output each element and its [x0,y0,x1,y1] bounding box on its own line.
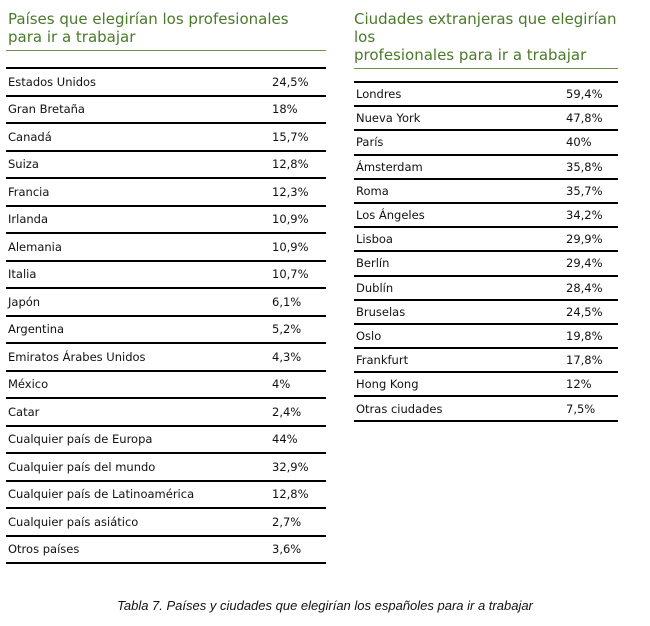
table-row [6,372,326,400]
row-value: 2,4% [272,404,302,419]
countries-rows [6,67,326,564]
table-row [354,180,618,204]
row-label: Suiza [8,157,39,172]
row-label: Estados Unidos [8,74,97,89]
row-label: Alemania [8,239,62,254]
cities-title-line2: profesionales para ir a trabajar [354,46,587,64]
row-value: 5,2% [272,322,302,337]
row-value: 10,9% [272,239,309,254]
row-value: 19,8% [566,328,603,343]
row-value: 10,9% [272,212,309,227]
table-row [354,107,618,131]
row-label: Francia [8,184,50,199]
row-value: 10,7% [272,267,309,282]
row-value: 17,8% [566,353,603,368]
row-value: 47,8% [566,111,603,126]
row-value: 12,3% [272,184,309,199]
row-value: 3,6% [272,542,302,557]
row-label: Cualquier país de Europa [8,432,153,447]
cities-table-title [354,10,618,69]
row-value: 32,9% [272,459,309,474]
table-row [354,83,618,107]
row-label: Ámsterdam [356,159,423,174]
table-row [354,397,618,421]
cities-table [354,10,618,422]
row-label: Los Ángeles [356,208,425,223]
table-row [354,277,618,301]
row-label: Oslo [356,328,382,343]
row-label: Canadá [8,129,52,144]
row-value: 35,8% [566,159,603,174]
row-label: Dublín [356,280,394,295]
row-value: 2,7% [272,514,302,529]
row-value: 4% [272,377,291,392]
row-label: México [8,377,49,392]
table-row [354,228,618,252]
table-caption: Tabla 7. Países y ciudades que elegirían los españoles para ir a trabajar [117,598,533,613]
row-label: Bruselas [356,304,406,319]
row-label: Lisboa [356,232,393,247]
row-value: 12,8% [272,487,309,502]
row-label: Nueva York [356,111,421,126]
table-row [6,482,326,510]
table-row [354,349,618,373]
table-row [6,69,326,97]
row-label: Hong Kong [356,377,419,392]
table-row [6,509,326,537]
table-row [6,344,326,372]
table-row [6,289,326,317]
row-value: 15,7% [272,129,309,144]
row-value: 44% [272,432,298,447]
row-value: 18% [272,102,298,117]
countries-title-line2: para ir a trabajar [8,28,136,46]
cities-rows [354,81,618,422]
table-row [354,301,618,325]
table-row [6,399,326,427]
table-row [6,454,326,482]
row-value: 4,3% [272,349,302,364]
row-label: Japón [8,294,41,309]
row-label: Italia [8,267,37,282]
row-value: 12,8% [272,157,309,172]
table-row [6,262,326,290]
cities-title-line1: Ciudades extranjeras que elegirían los [354,10,617,46]
row-label: Otras ciudades [356,401,443,416]
countries-table [6,10,326,564]
row-value: 29,9% [566,232,603,247]
table-row [6,537,326,565]
table-row [6,179,326,207]
table-row [6,152,326,180]
row-label: Roma [356,183,389,198]
row-label: Londres [356,87,402,102]
row-value: 34,2% [566,208,603,223]
countries-title-line1: Países que elegirían los profesionales [8,10,289,28]
row-value: 7,5% [566,401,596,416]
row-label: Cualquier país de Latinoamérica [8,487,195,502]
table-row [354,373,618,397]
table-row [354,204,618,228]
table-row [6,207,326,235]
row-label: Berlín [356,256,390,271]
row-label: Gran Bretaña [8,102,85,117]
table-row [354,252,618,276]
table-row [6,234,326,262]
row-label: Argentina [8,322,65,337]
table-row [6,427,326,455]
row-value: 12% [566,377,592,392]
row-value: 24,5% [272,74,309,89]
table-row [6,97,326,125]
row-label: Frankfurt [356,353,409,368]
row-label: Irlanda [8,212,48,227]
row-value: 28,4% [566,280,603,295]
row-value: 59,4% [566,87,603,102]
row-label: Cualquier país asiático [8,514,139,529]
row-label: París [356,135,384,150]
table-row [354,156,618,180]
row-value: 29,4% [566,256,603,271]
row-label: Emiratos Árabes Unidos [8,349,146,364]
countries-table-title [6,10,326,51]
row-label: Cualquier país del mundo [8,459,156,474]
table-row [6,124,326,152]
table-row [6,317,326,345]
table-row [354,131,618,155]
table-row [354,325,618,349]
row-value: 6,1% [272,294,302,309]
row-value: 24,5% [566,304,603,319]
row-label: Otros países [8,542,80,557]
row-label: Catar [8,404,40,419]
row-value: 35,7% [566,183,603,198]
row-value: 40% [566,135,592,150]
